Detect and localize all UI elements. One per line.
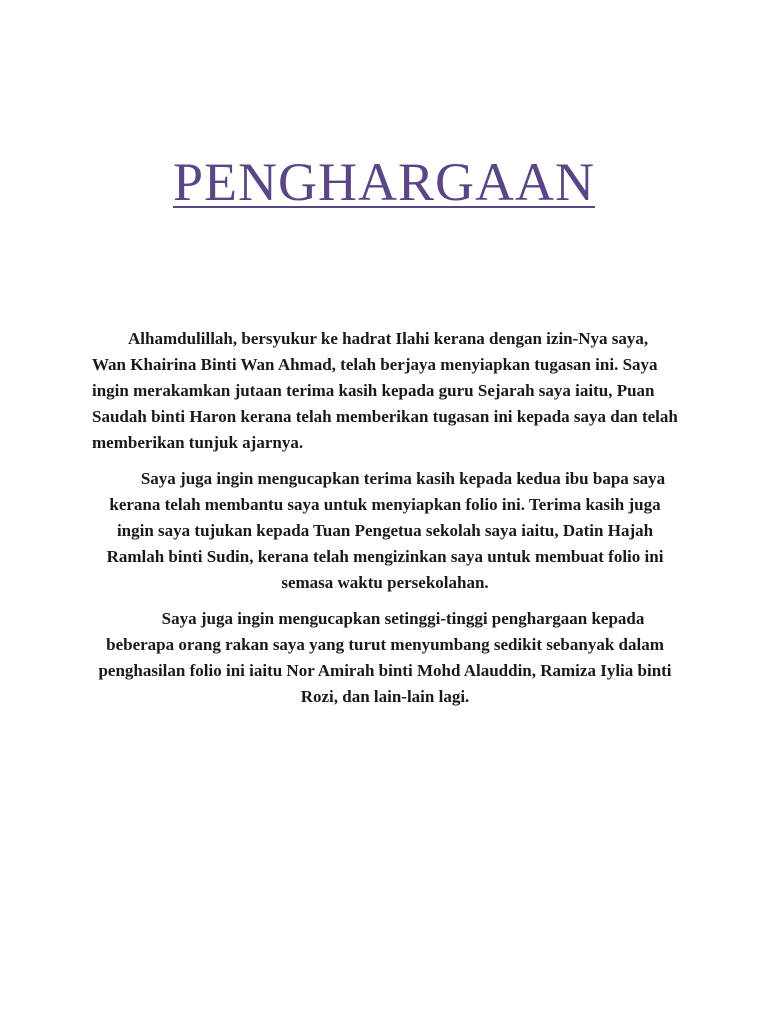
acknowledgement-body	[92, 326, 678, 720]
page-title	[0, 150, 768, 214]
paragraph-3: Saya juga ingin mengucapkan setinggi-tinggi penghargaan kepada beberapa orang rakan saya yang turut menyumbang sedikit sebanyak dalam penghasilan folio ini iaitu Nor Amirah binti Mohd Alauddin, Ramiza Iylia binti Rozi, dan lain-lain lagi.	[98, 609, 672, 706]
page-title-text: PENGHARGAAN	[172, 152, 595, 212]
paragraph-1: Alhamdulillah, bersyukur ke hadrat Ilahi kerana dengan izin-Nya saya, Wan Khairina Binti Wan Ahmad, telah berjaya menyiapkan tugasan ini. Saya ingin merakamkan jutaan terima kasih kepada guru Sejarah saya iaitu, Puan Saudah binti Haron kerana telah memberikan tugasan ini kepada saya dan telah memberikan tunjuk ajarnya.	[92, 329, 678, 452]
paragraph-2: Saya juga ingin mengucapkan terima kasih kepada kedua ibu bapa saya kerana telah membantu saya untuk menyiapkan folio ini. Terima kasih juga ingin saya tujukan kepada Tuan Pengetua sekolah saya iaitu, Datin Hajah Ramlah binti Sudin, kerana telah mengizinkan saya untuk membuat folio ini semasa waktu persekolahan.	[106, 469, 666, 592]
